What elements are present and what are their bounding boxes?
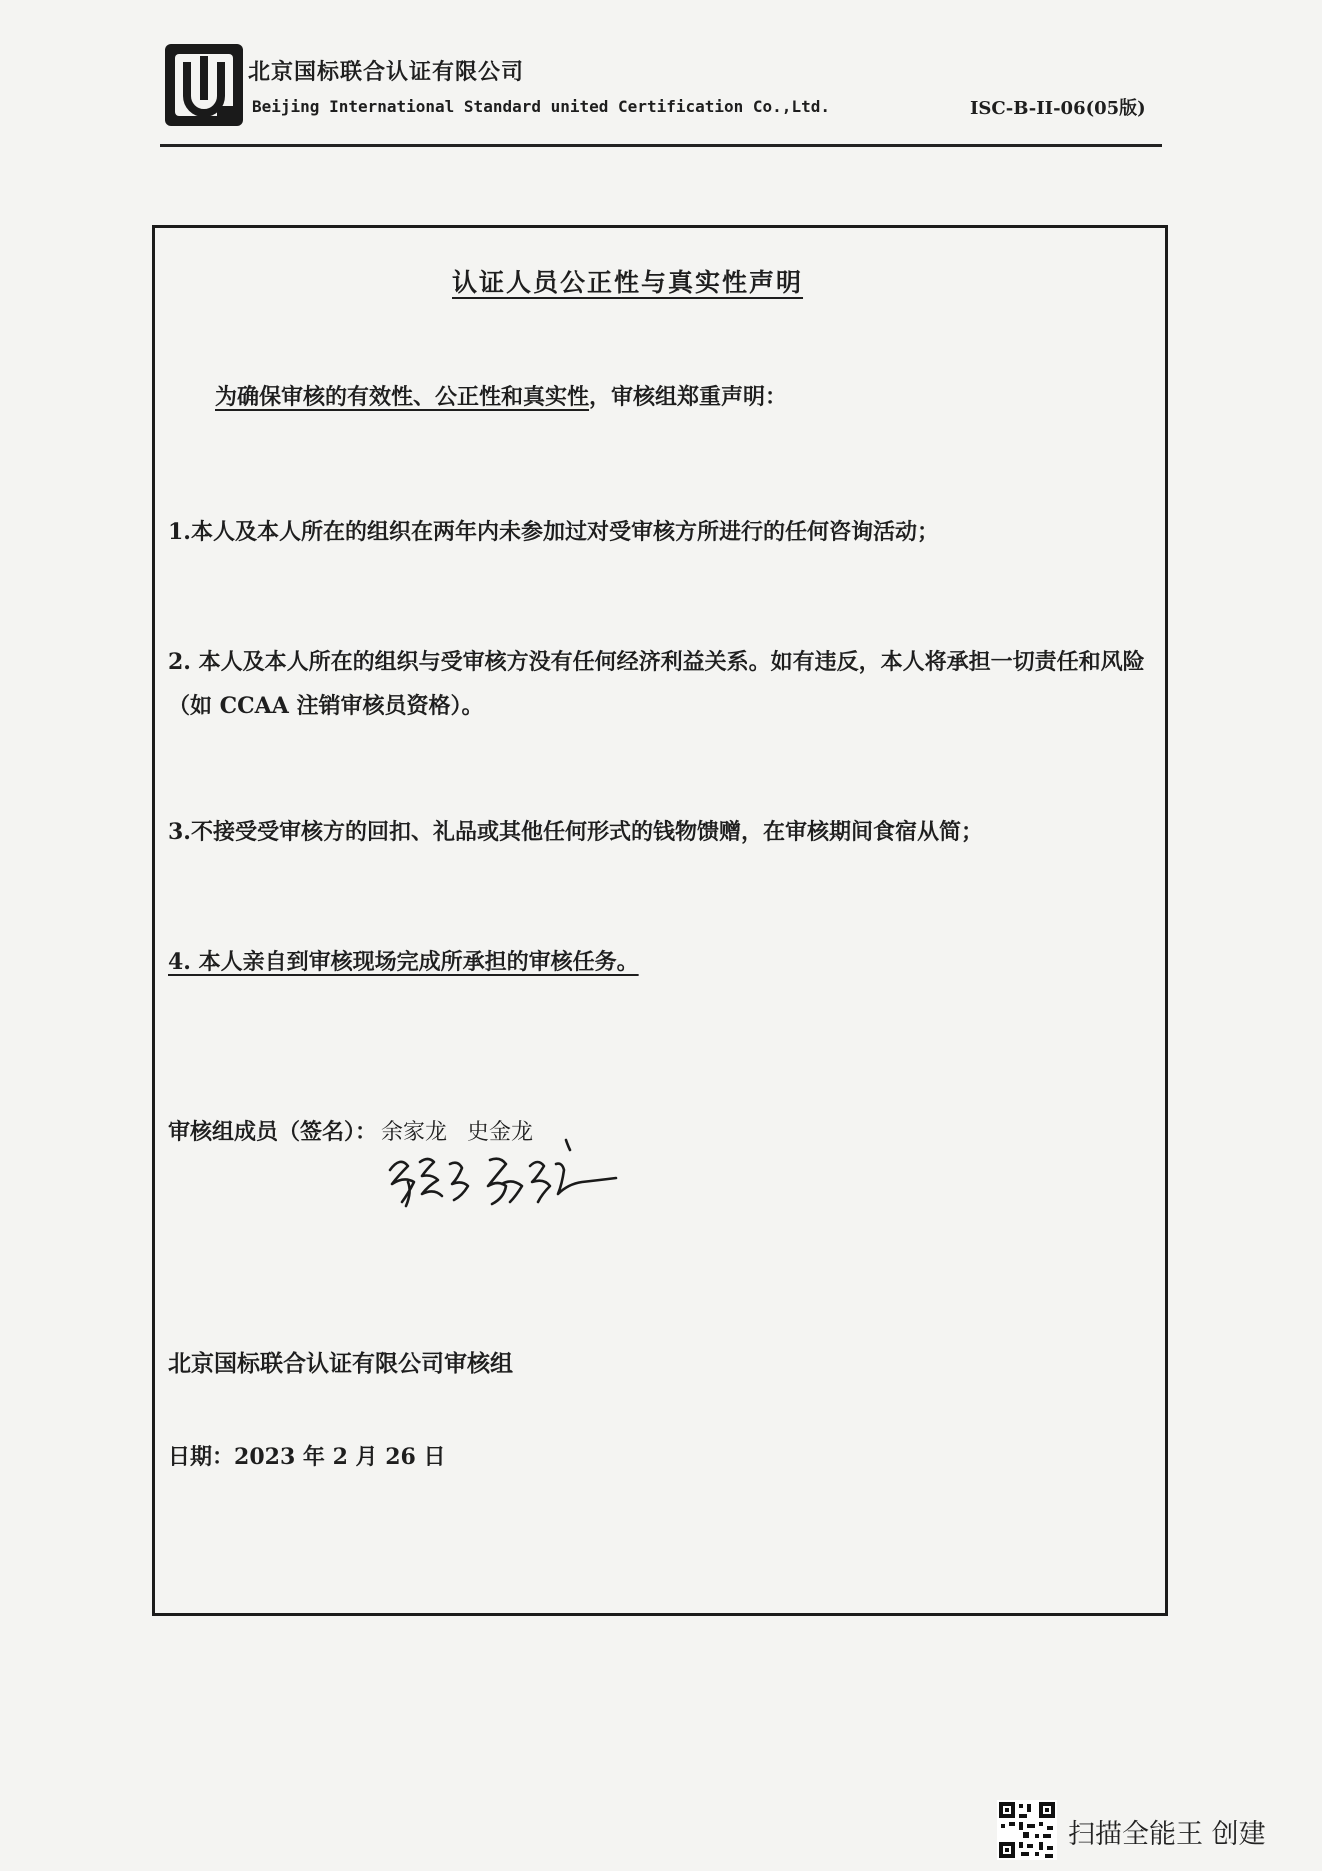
member-name-1: 余家龙 — [381, 1120, 448, 1145]
declaration-item-1: 1.本人及本人所在的组织在两年内未参加过对受审核方所进行的任何咨询活动； — [168, 519, 939, 545]
intro-paragraph — [215, 380, 787, 411]
qr-code-icon — [997, 1800, 1057, 1860]
members-label: 审核组成员（签名）： — [168, 1119, 378, 1145]
company-name-en: Beijing International Standard united Certification Co.,Ltd. — [252, 97, 830, 116]
company-logo — [163, 42, 245, 128]
company-name-cn: 北京国标联合认证有限公司 — [248, 59, 525, 85]
scanner-watermark-text: 扫描全能王 创建 — [1068, 1819, 1266, 1850]
date-value: 2023 年 2 月 26 日 — [234, 1444, 446, 1470]
declaration-frame — [152, 225, 1168, 1616]
form-code: ISC-B-II-06(05版) — [970, 98, 1146, 119]
declaration-item-3: 3.不接受受审核方的回扣、礼品或其他任何形式的钱物馈赠，在审核期间食宿从简； — [168, 819, 983, 845]
header-rule — [160, 144, 1162, 147]
audit-organization: 北京国标联合认证有限公司审核组 — [168, 1350, 513, 1377]
declaration-date — [168, 1440, 445, 1471]
date-label: 日期： — [168, 1444, 235, 1470]
declaration-item-2: 2. 本人及本人所在的组织与受审核方没有任何经济利益关系。如有违反，本人将承担一切责任和风险（如 CCAA 注销审核员资格）。 — [168, 649, 1145, 719]
intro-rest-text: ，审核组郑重声明： — [589, 384, 788, 410]
declaration-item-4: 4. 本人亲自到审核现场完成所承担的审核任务。 — [168, 949, 639, 975]
intro-underlined-text: 为确保审核的有效性、公正性和真实性 — [215, 384, 590, 410]
document-title: 认证人员公正性与真实性声明 — [452, 268, 804, 297]
member-name-2: 史金龙 — [467, 1120, 534, 1145]
handwritten-signature — [380, 1130, 630, 1215]
